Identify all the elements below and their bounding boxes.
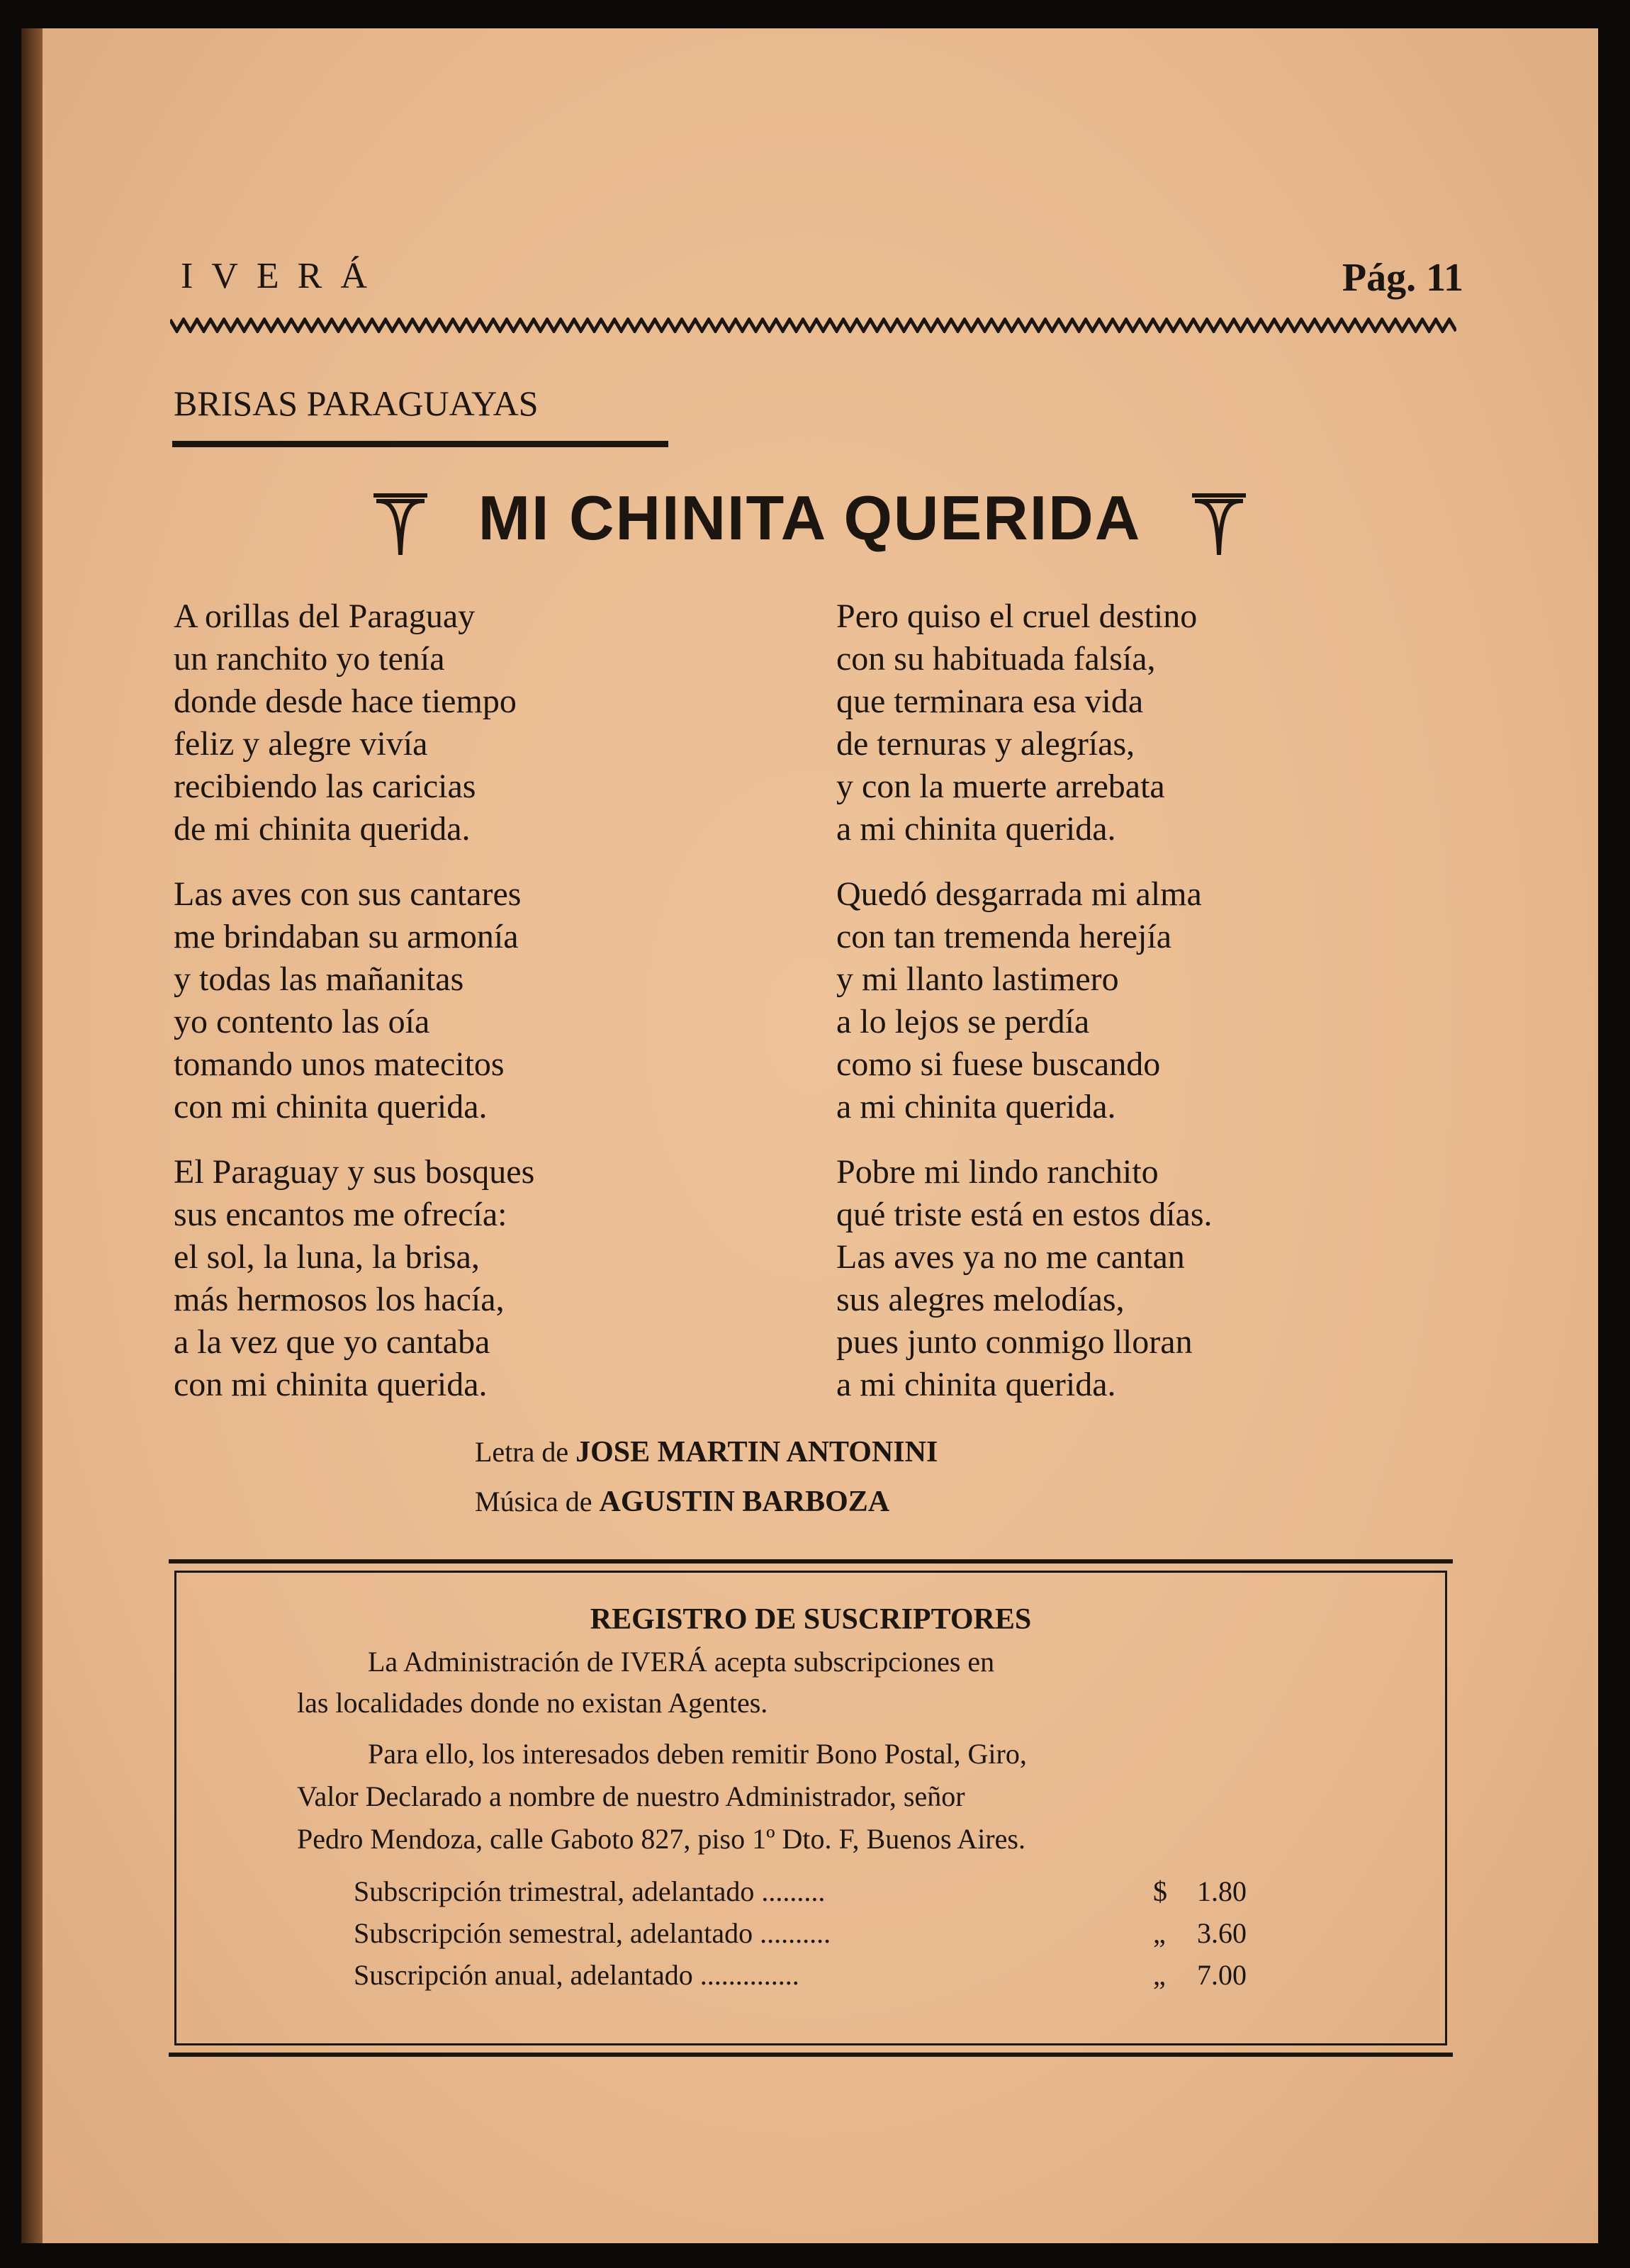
verse-line: A orillas del Paraguay <box>174 597 476 635</box>
verse-line: El Paraguay y sus bosques <box>174 1153 535 1191</box>
verse-line: sus encantos me ofrecía: <box>174 1196 507 1233</box>
verse-line: a lo lejos se perdía <box>836 1003 1090 1040</box>
verse-line: con mi chinita querida. <box>174 1088 488 1125</box>
verse-line: con mi chinita querida. <box>174 1366 488 1403</box>
verse-line: pues junto conmigo lloran <box>836 1323 1193 1361</box>
verse-line: con su habituada falsía, <box>836 640 1156 678</box>
registry-p2-line: Para ello, los interesados deben remitir Bono Postal, Giro, <box>368 1738 1027 1770</box>
price-amount: 7.00 <box>1197 1959 1247 1991</box>
verse-line: Las aves ya no me cantan <box>836 1238 1185 1276</box>
verse-line: feliz y alegre vivía <box>174 725 428 763</box>
page-number: Pág. 11 <box>1342 256 1463 300</box>
stanza <box>836 595 1213 850</box>
price-amount: 1.80 <box>1197 1875 1247 1907</box>
song-title: MI CHINITA QUERIDA <box>478 483 1142 553</box>
verse-line: de ternuras y alegrías, <box>836 725 1135 763</box>
verse-line: y mi llanto lastimero <box>836 960 1119 998</box>
verse-line: como si fuese buscando <box>836 1045 1161 1083</box>
ornament-icon <box>372 491 429 555</box>
price-amount: 3.60 <box>1197 1917 1247 1949</box>
verse-line: a mi chinita querida. <box>836 810 1116 848</box>
registry-p1-line: las localidades donde no existan Agentes. <box>297 1687 768 1719</box>
verse-line: Pobre mi lindo ranchito <box>836 1153 1159 1191</box>
verse-line: y todas las mañanitas <box>174 960 464 998</box>
verse-line: a mi chinita querida. <box>836 1366 1116 1403</box>
verse-line: recibiendo las caricias <box>174 768 476 805</box>
verse-line: el sol, la luna, la brisa, <box>174 1238 480 1276</box>
song-title-row <box>21 482 1598 555</box>
verse-line: qué triste está en estos días. <box>836 1196 1213 1233</box>
binding-spine <box>21 28 43 2243</box>
verse-line: un ranchito yo tenía <box>174 640 445 678</box>
verse-line: Pero quiso el cruel destino <box>836 597 1198 635</box>
verse-line: tomando unos matecitos <box>174 1045 505 1083</box>
section-underline <box>172 441 668 447</box>
price-label: Suscripción anual, adelantado .............. <box>354 1959 799 1991</box>
price-currency: „ <box>1153 1917 1166 1949</box>
registry-p2-line: Valor Declarado a nombre de nuestro Administrador, señor <box>297 1780 965 1812</box>
verse-line: Quedó desgarrada mi alma <box>836 875 1202 913</box>
magazine-title: IVERÁ <box>181 256 386 296</box>
verse-line: a la vez que yo cantaba <box>174 1323 490 1361</box>
verse-line: y con la muerte arrebata <box>836 768 1165 805</box>
stanza <box>836 1151 1213 1406</box>
magazine-page <box>21 28 1598 2243</box>
composer-credit: Música de AGUSTIN BARBOZA <box>475 1486 890 1518</box>
lyrics-left-column <box>174 595 534 1429</box>
verse-line: más hermosos los hacía, <box>174 1281 505 1318</box>
verse-line: de mi chinita querida. <box>174 810 471 848</box>
stanza <box>174 1151 534 1406</box>
ornament-icon <box>1191 491 1247 555</box>
registry-p1-line: La Administración de IVERÁ acepta subscripciones en <box>368 1646 995 1678</box>
price-label: Subscripción trimestral, adelantado ......... <box>354 1875 826 1907</box>
verse-line: con tan tremenda herejía <box>836 918 1172 955</box>
lyricist-name: JOSE MARTIN ANTONINI <box>575 1436 938 1469</box>
verse-line: que terminara esa vida <box>836 683 1144 720</box>
verse-line: Las aves con sus cantares <box>174 875 522 913</box>
verse-line: yo contento las oía <box>174 1003 430 1040</box>
verse-line: sus alegres melodías, <box>836 1281 1125 1318</box>
stanza <box>836 873 1213 1128</box>
subscription-box <box>169 1559 1453 2057</box>
zigzag-divider <box>170 318 1456 333</box>
verse-line: donde desde hace tiempo <box>174 683 517 720</box>
composer-name: AGUSTIN BARBOZA <box>599 1486 890 1518</box>
registry-title: REGISTRO DE SUSCRIPTORES <box>590 1603 1032 1636</box>
lyricist-credit: Letra de JOSE MARTIN ANTONINI <box>475 1436 938 1469</box>
stanza <box>174 873 534 1128</box>
price-label: Subscripción semestral, adelantado .......... <box>354 1917 831 1949</box>
stanza <box>174 595 534 850</box>
lyrics-right-column <box>836 595 1213 1429</box>
price-currency: „ <box>1153 1959 1166 1991</box>
price-currency: $ <box>1153 1875 1167 1907</box>
section-heading: BRISAS PARAGUAYAS <box>174 383 539 423</box>
verse-line: me brindaban su armonía <box>174 918 519 955</box>
verse-line: a mi chinita querida. <box>836 1088 1116 1125</box>
registry-p2-line: Pedro Mendoza, calle Gaboto 827, piso 1º Dto. F, Buenos Aires. <box>297 1823 1025 1855</box>
